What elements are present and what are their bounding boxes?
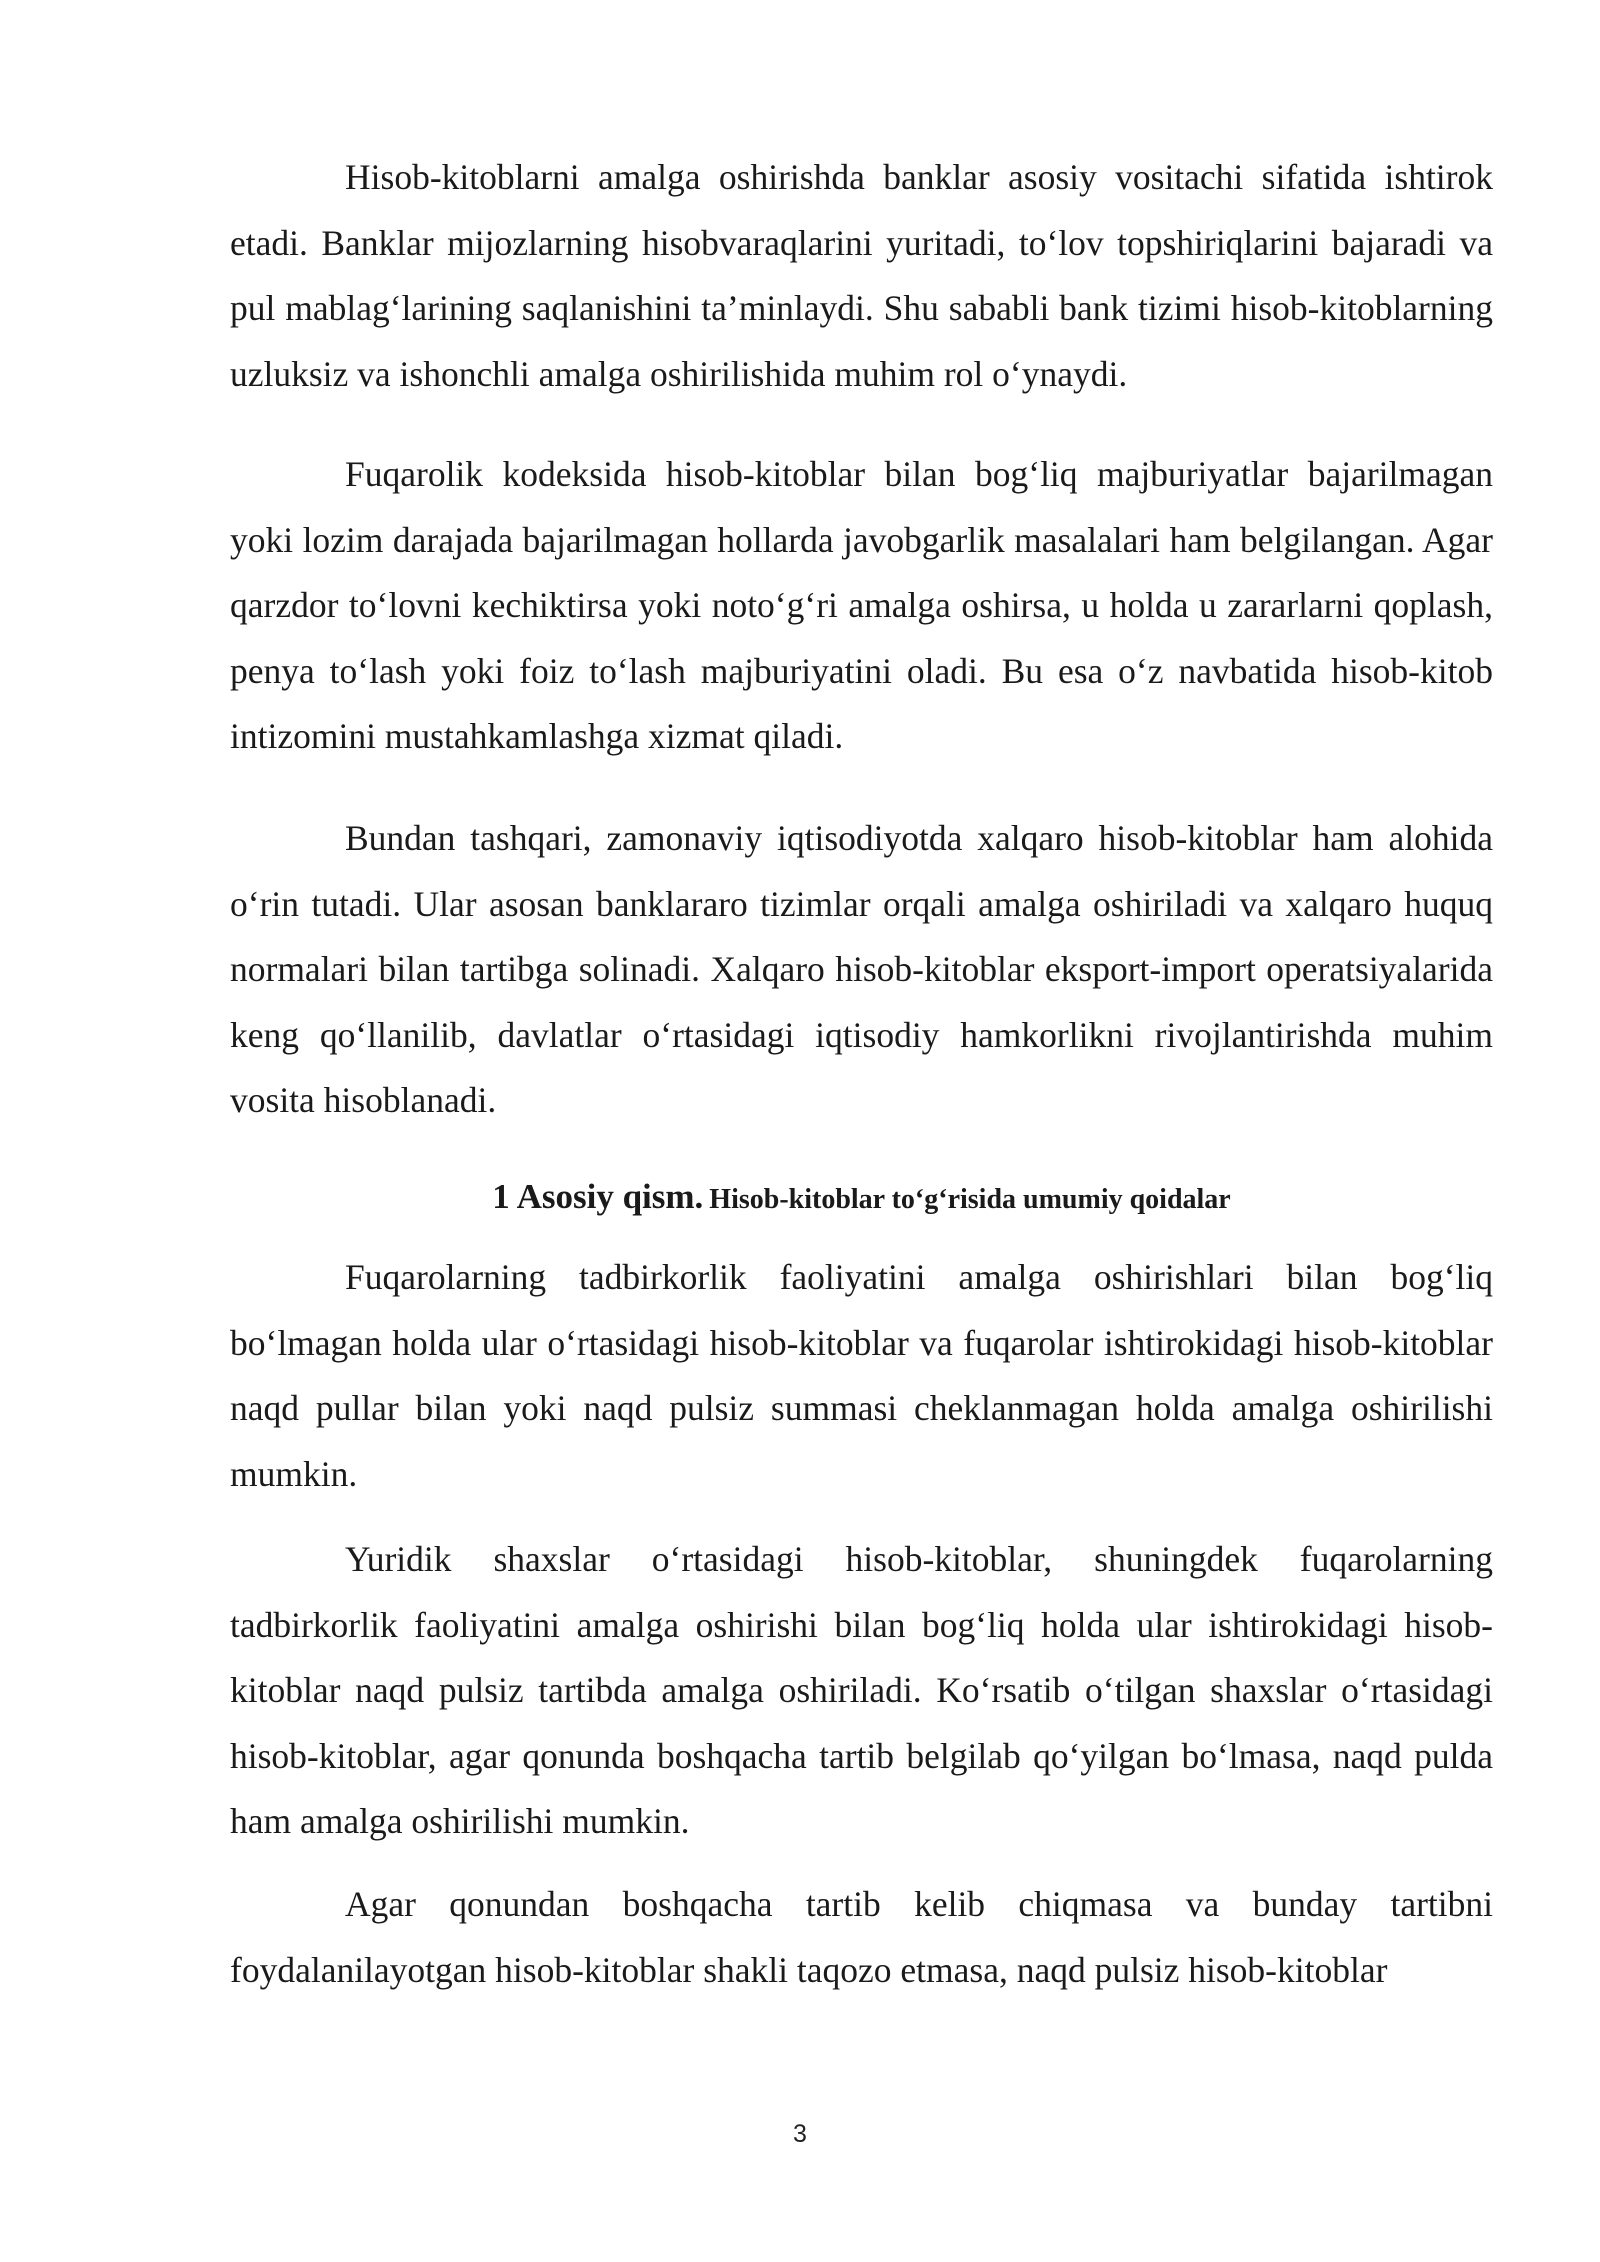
paragraph-international-settlements: Bundan tashqari, zamonaviy iqtisodiyotda xalqaro hisob-kitoblar ham alohida o‘rin tutadi. Ular asosan banklararo tizimlar orqali amalga oshiriladi va xalqaro huquq normalari bilan tartibga solinadi. Xalqaro hisob-kitoblar eksport-import operatsiyalarida keng qo‘llanilib, davlatlar o‘rtasidagi iqtisodiy hamkorlikni rivojlantirishda muhim vosita hisoblanadi. [230, 818, 1493, 1120]
paragraph-legal-entities-settlements: Yuridik shaxslar o‘rtasidagi hisob-kitoblar, shuningdek fuqarolarning tadbirkorlik faoliyatini amalga oshirishi bilan bog‘liq holda ular ishtirokidagi hisob-kitoblar naqd pulsiz tartibda amalga oshiriladi. Ko‘rsatib o‘tilgan shaxslar o‘rtasidagi hisob-kitoblar, agar qonunda boshqacha tartib belgilab qo‘yilgan bo‘lmasa, naqd pulda ham amalga oshirilishi mumkin. [230, 1539, 1493, 1841]
paragraph-civil-code-liability: Fuqarolik kodeksida hisob-kitoblar bilan bog‘liq majburiyatlar bajarilmagan yoki lozim darajada bajarilmagan hollarda javobgarlik masalalari ham belgilangan. Agar qarzdor to‘lovni kechiktirsa yoki noto‘g‘ri amalga oshirsa, u holda u zararlarni qoplash, penya to‘lash yoki foiz to‘lash majburiyatini oladi. Bu esa o‘z navbatida hisob-kitob intizomini mustahkamlashga xizmat qiladi. [230, 454, 1493, 756]
paragraph-noncash-settlements: Agar qonundan boshqacha tartib kelib chiqmasa va bunday tartibni foydalanilayotgan hisob-kitoblar shakli taqozo etmasa, naqd pulsiz hisob-kitoblar [230, 1884, 1493, 1990]
section-heading-subtitle: Hisob-kitoblar to‘g‘risida umumiy qoidalar [709, 1184, 1231, 1215]
section-heading-number: 1 Asosiy qism. [492, 1177, 704, 1216]
paragraph-banks-role: Hisob-kitoblarni amalga oshirishda banklar asosiy vositachi sifatida ishtirok etadi. Banklar mijozlarning hisobvaraqlarini yuritadi, to‘lov topshiriqlarini bajaradi va pul mablag‘larining saqlanishini ta’minlaydi. Shu sababli bank tizimi hisob-kitoblarning uzluksiz va ishonchli amalga oshirilishida muhim rol o‘ynaydi. [230, 157, 1493, 394]
page-number: 3 [793, 2120, 807, 2148]
section-heading [230, 1172, 1493, 1226]
paragraph-citizens-settlements: Fuqarolarning tadbirkorlik faoliyatini amalga oshirishlari bilan bog‘liq bo‘lmagan holda ular o‘rtasidagi hisob-kitoblar va fuqarolar ishtirokidagi hisob-kitoblar naqd pullar bilan yoki naqd pulsiz summasi cheklanmagan holda amalga oshirilishi mumkin. [230, 1257, 1493, 1494]
